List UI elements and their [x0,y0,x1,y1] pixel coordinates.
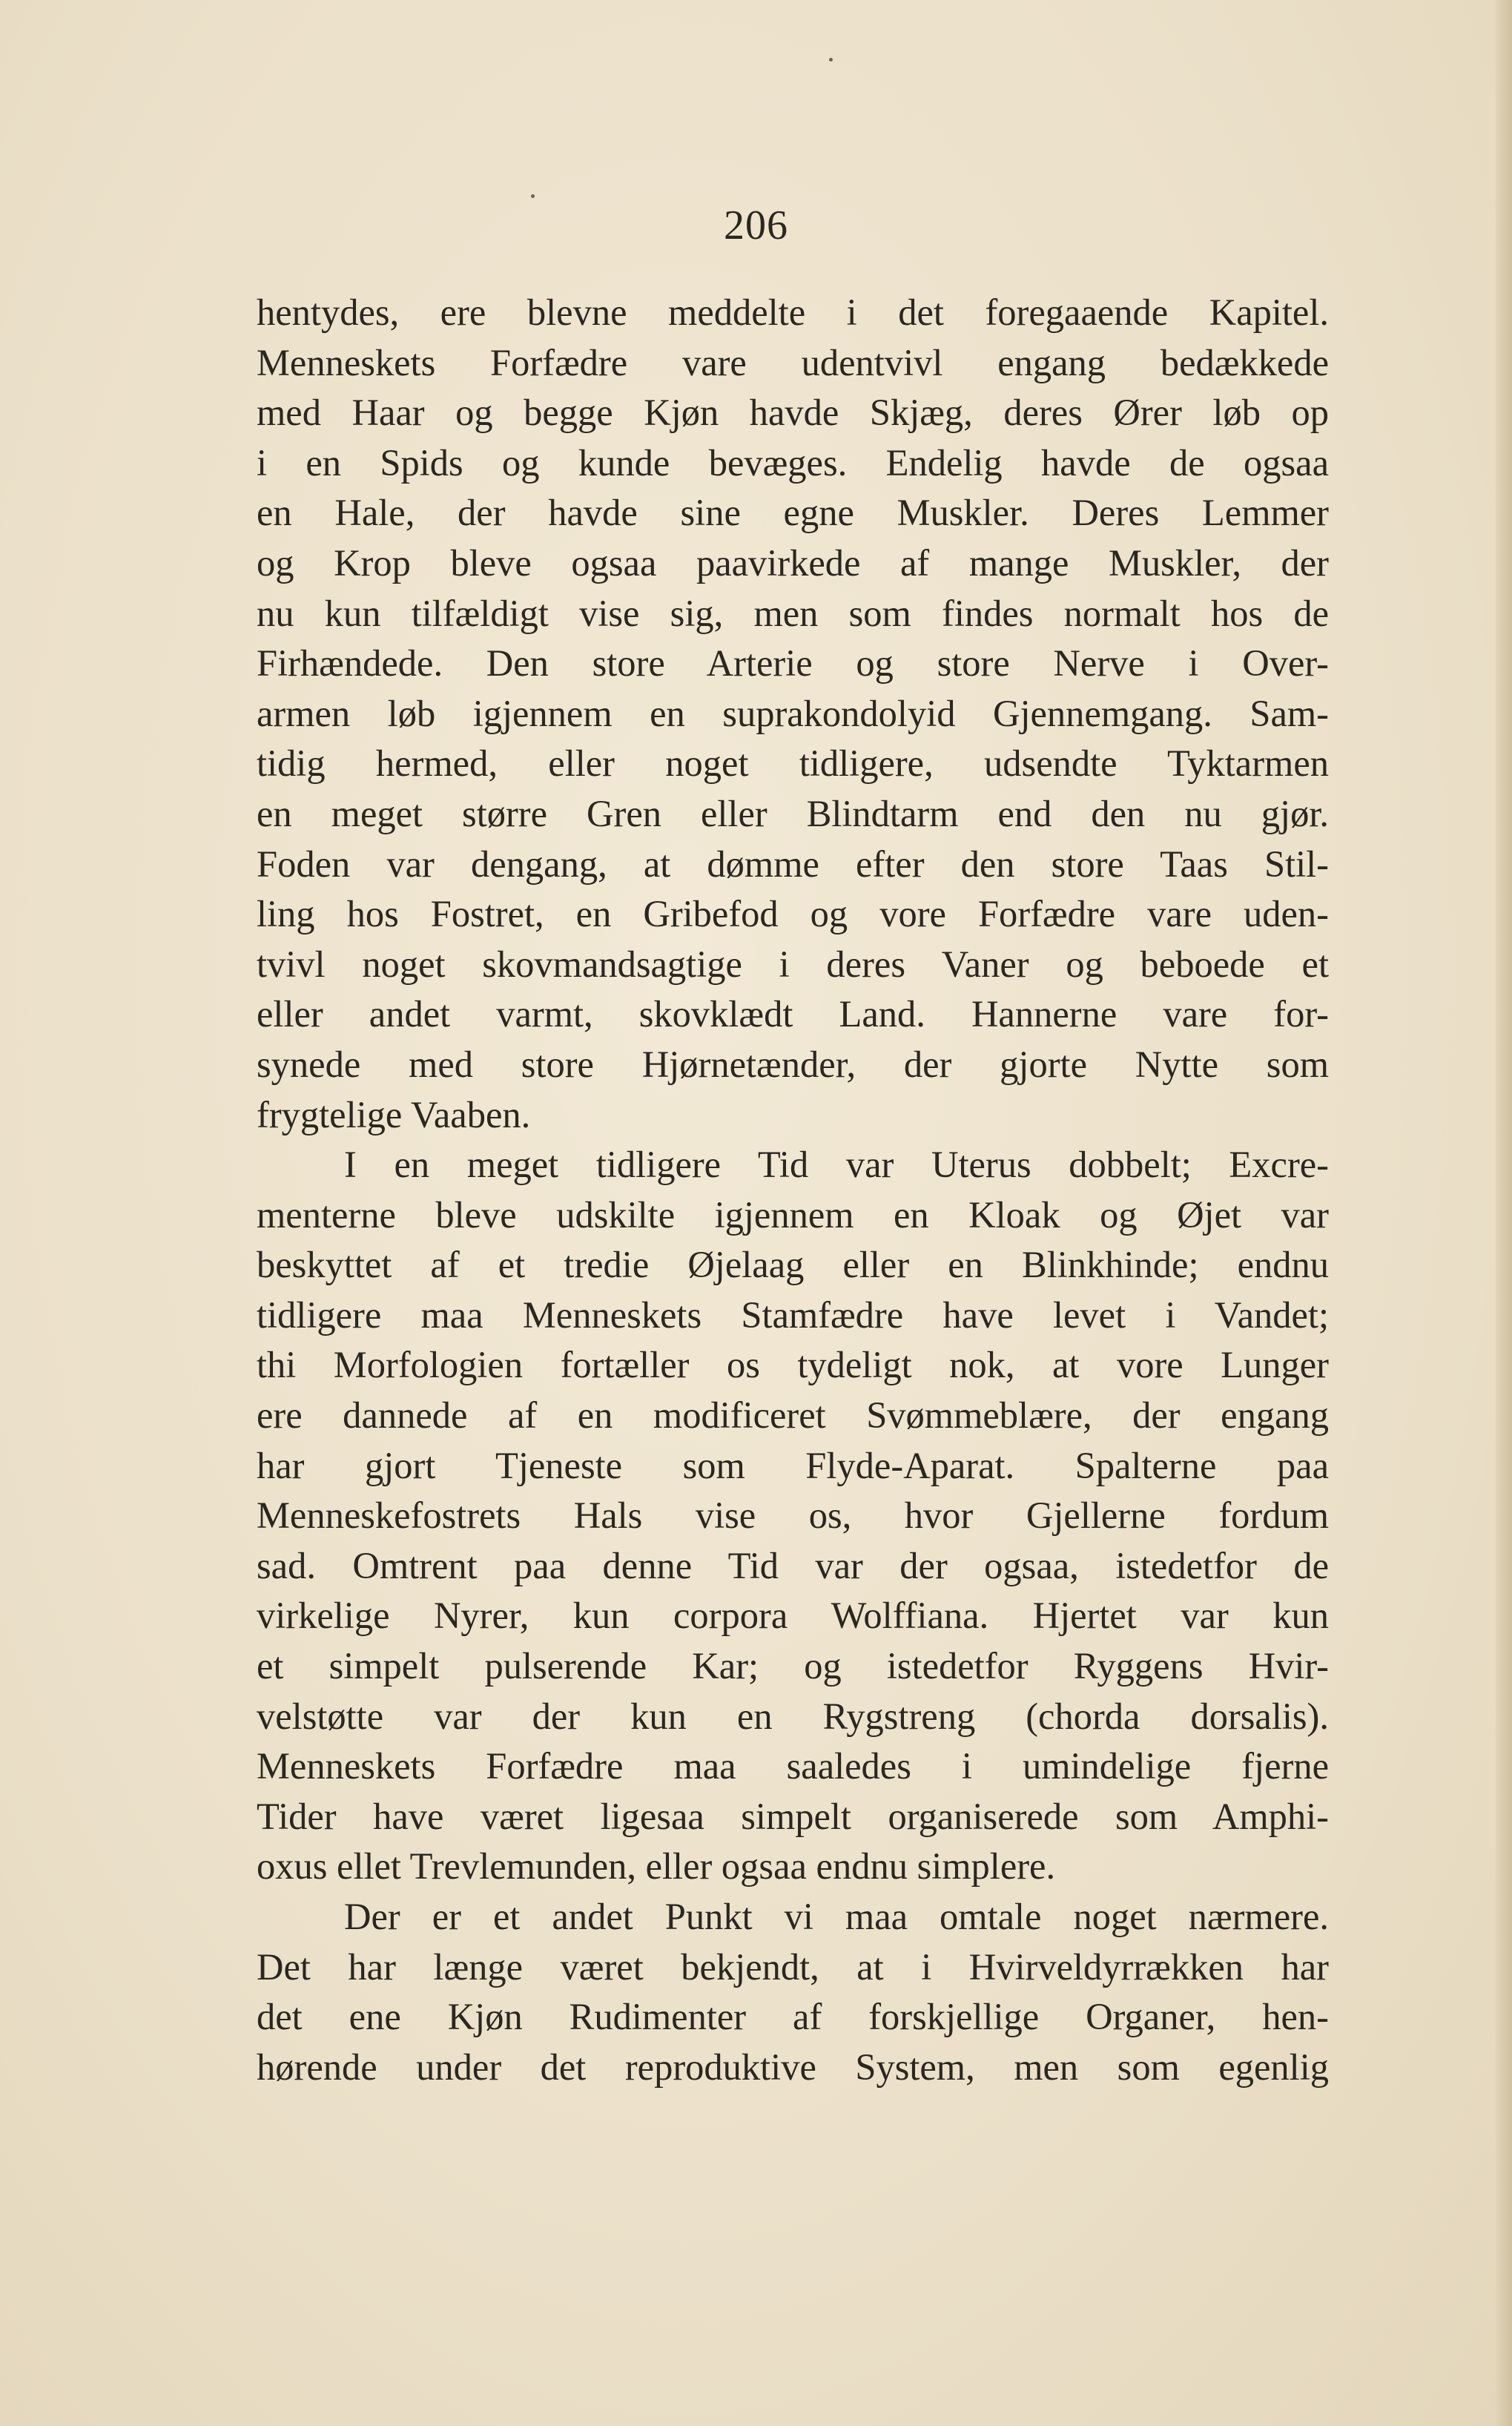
text-line: frygtelige Vaaben. [257,1093,531,1135]
text-line: hentydes, ere blevne meddelte i det foregaaende Kapitel. [257,291,1329,333]
text-line: tidig hermed, eller noget tidligere, udsendte Tyktarmen [257,742,1329,785]
text-line: ere dannede af en modificeret Svømmeblære, der engang [257,1394,1329,1437]
text-line: Der er et andet Punkt vi maa omtale noget nærmere. [344,1896,1329,1937]
text-line: hørende under det reproduktive System, men som egenlig [257,2046,1329,2088]
text-line: tvivl noget skovmandsagtige i deres Vaner og beboede et [257,943,1329,985]
text-line: synede med store Hjørnetænder, der gjorte Nytte som [257,1043,1329,1085]
body-text [257,288,1329,2092]
text-line: med Haar og begge Kjøn havde Skjæg, deres Ører løb op [257,392,1329,434]
text-line: har gjort Tjeneste som Flyde-Aparat. Spalterne paa [257,1444,1329,1486]
text-line: tidligere maa Menneskets Stamfædre have levet i Vandet; [257,1293,1329,1336]
text-line: nu kun tilfældigt vise sig, men som findes normalt hos de [257,592,1329,634]
text-line: oxus ellet Trevlemunden, eller ogsaa endnu simplere. [257,1845,1056,1888]
text-line: Menneskets Forfædre vare udentvivl engang bedækkede [257,341,1329,383]
paper-speck [829,58,833,62]
paper-speck [531,194,535,198]
text-line: I en meget tidligere Tid var Uterus dobbelt; Excre- [344,1144,1329,1186]
text-line: og Krop bleve ogsaa paavirkede af mange Muskler, der [257,541,1329,584]
text-line: det ene Kjøn Rudimenter af forskjellige Organer, hen- [257,1996,1329,2038]
text-line: velstøtte var der kun en Rygstreng (chorda dorsalis). [257,1695,1329,1737]
text-line: Tider have været ligesaa simpelt organiserede som Amphi- [257,1795,1329,1837]
text-line: ling hos Fostret, en Gribefod og vore Forfædre vare uden- [257,893,1329,935]
text-line: beskyttet af et tredie Øjelaag eller en Blinkhinde; endnu [257,1244,1329,1286]
text-line: i en Spids og kunde bevæges. Endelig havde de ogsaa [257,441,1329,484]
page-number: 206 [724,202,788,248]
text-line: thi Morfologien fortæller os tydeligt nok, at vore Lunger [257,1344,1329,1386]
text-line: armen løb igjennem en suprakondolyid Gjennemgang. Sam- [257,692,1329,734]
text-line: sad. Omtrent paa denne Tid var der ogsaa, istedetfor de [257,1544,1329,1586]
text-line: virkelige Nyrer, kun corpora Wolffiana. Hjertet var kun [257,1595,1329,1637]
page-edge [1496,0,1512,2426]
text-line: Menneskets Forfædre maa saaledes i umindelige fjerne [257,1745,1329,1787]
text-line: eller andet varmt, skovklædt Land. Hannerne vare for- [257,993,1329,1035]
text-line: menterne bleve udskilte igjennem en Kloak og Øjet var [257,1193,1329,1236]
text-line: Det har længe været bekjendt, at i Hvirveldyrrækken har [257,1945,1329,1988]
text-line: Foden var dengang, at dømme efter den store Taas Stil- [257,843,1329,885]
text-line: en Hale, der havde sine egne Muskler. Deres Lemmer [257,492,1329,534]
text-line: Menneskefostrets Hals vise os, hvor Gjellerne fordum [257,1494,1329,1537]
text-line: Firhændede. Den store Arterie og store Nerve i Over- [257,642,1329,685]
text-line: en meget større Gren eller Blindtarm end den nu gjør. [257,792,1329,834]
text-line: et simpelt pulserende Kar; og istedetfor Ryggens Hvir- [257,1645,1329,1687]
